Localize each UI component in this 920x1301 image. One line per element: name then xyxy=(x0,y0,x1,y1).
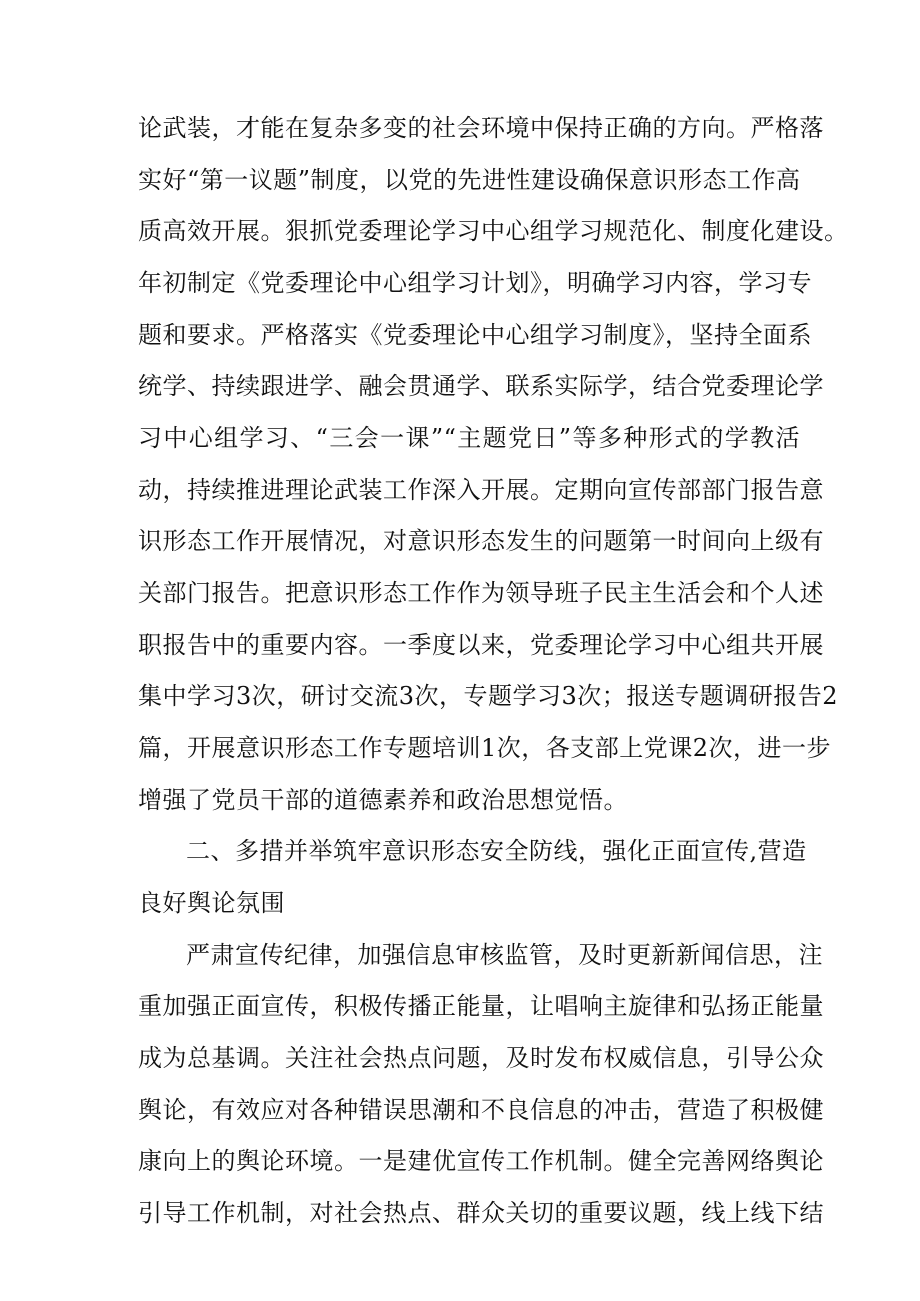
body-text-line: 论武装，才能在复杂多变的社会环境中保持正确的方向。严格落 xyxy=(138,114,824,142)
body-text-line: 成为总基调。关注社会热点问题，及时发布权威信息，引导公众 xyxy=(138,1044,824,1072)
body-text-line: 关部门报告。把意识形态工作作为领导班子民主生活会和个人述 xyxy=(138,579,824,607)
body-text-line: 题和要求。严格落实《党委理论中心组学习制度》，坚持全面系 xyxy=(138,321,812,349)
body-text-line: 严肃宣传纪律，加强信息审核监管，及时更新新闻信思，注 xyxy=(186,941,823,969)
body-text-line: 统学、持续跟进学、融会贯通学、联系实际学，结合党委理论学 xyxy=(138,372,824,400)
body-text-line: 篇，开展意识形态工作专题培训1次，各支部上党课2次，进一步 xyxy=(138,734,832,762)
body-text-line: 康向上的舆论环境。一是建优宣传工作机制。健全完善网络舆论 xyxy=(138,1147,824,1175)
body-text-line: 质高效开展。狠抓党委理论学习中心组学习规范化、制度化建设。 xyxy=(138,217,849,245)
body-text-line: 实好“第一议题”制度，以党的先进性建设确保意识形态工作高 xyxy=(138,166,801,194)
body-text-line: 习中心组学习、“三会一课”“主题党日”等多种形式的学教活 xyxy=(138,424,800,452)
body-text-line: 识形态工作开展情况，对意识形态发生的问题第一时间向上级有 xyxy=(138,527,824,555)
body-text-line: 动，持续推进理论武装工作深入开展。定期向宣传部部门报告意 xyxy=(138,476,824,504)
body-text-line: 重加强正面宣传，积极传播正能量，让唱响主旋律和弘扬正能量 xyxy=(138,992,824,1020)
body-text-line: 增强了党员干部的道德素养和政治思想觉悟。 xyxy=(138,786,628,814)
section-heading-line: 良好舆论氛围 xyxy=(138,889,285,917)
body-text-line: 集中学习3次，研讨交流3次，专题学习3次；报送专题调研报告2 xyxy=(138,682,839,710)
section-heading-line: 二、多措并举筑牢意识形态安全防线，强化正面宣传,营造 xyxy=(186,837,807,865)
body-text-line: 职报告中的重要内容。一季度以来，党委理论学习中心组共开展 xyxy=(138,631,824,659)
body-text-line: 年初制定《党委理论中心组学习计划》，明确学习内容，学习专 xyxy=(138,269,812,297)
body-text-line: 舆论，有效应对各种错误思潮和不良信息的冲击，营造了积极健 xyxy=(138,1096,824,1124)
body-text-line: 引导工作机制，对社会热点、群众关切的重要议题，线上线下结 xyxy=(138,1199,824,1227)
